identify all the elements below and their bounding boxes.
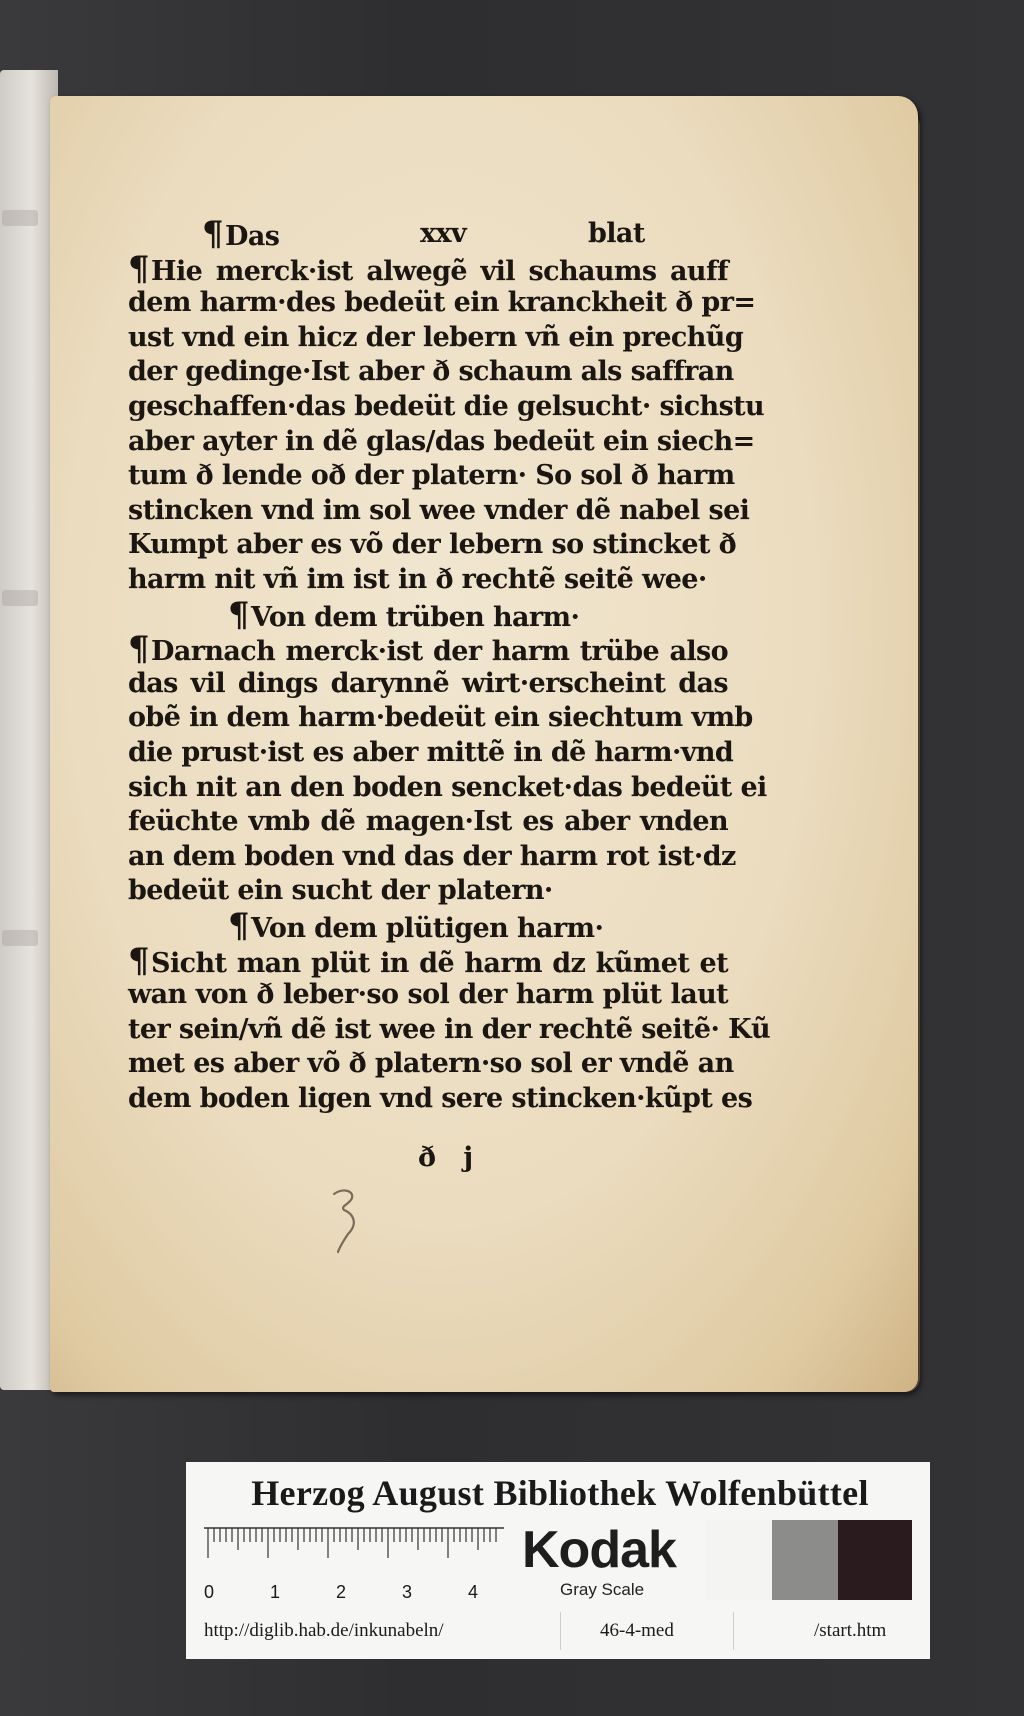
color-target-card [186, 1462, 930, 1659]
line-text: feüchte vmb dẽ magen·Ist es aber vnden [128, 806, 728, 838]
ruler-number: 4 [468, 1582, 479, 1602]
text-line [128, 494, 750, 529]
line-text: bedeüt ein sucht der platern· [128, 875, 553, 907]
line-text: Von dem trüben harm· [251, 601, 580, 633]
ruler-number: 1 [270, 1582, 281, 1602]
text-line [128, 321, 744, 356]
line-text: stincken vnd im sol wee vnder dẽ nabel sei [128, 494, 750, 526]
line-text: ter sein/vñ dẽ ist wee in der rechtẽ seitẽ· Kũ [128, 1013, 770, 1045]
url-suffix: /start.htm [814, 1620, 887, 1641]
running-header [128, 214, 728, 254]
text-line [128, 668, 728, 702]
text-line [128, 391, 765, 425]
kodak-logo-area [522, 1522, 696, 1608]
header-label: blat [588, 218, 645, 249]
page-text [128, 214, 770, 1138]
line-text: geschaffen·das bedeüt die gelsucht· sichstu [128, 391, 765, 422]
pilcrow-icon: ¶ [128, 940, 150, 981]
ruler-number: 3 [402, 1582, 413, 1602]
pencil-annotation-icon [328, 1184, 368, 1254]
text-line [128, 737, 734, 771]
line-text: an dem boden vnd das der harm rot ist·dz [128, 840, 736, 872]
line-text: harm nit vñ im ist in ð rechtẽ seitẽ wee· [128, 564, 707, 595]
gray-swatch-dark [838, 1520, 912, 1600]
line-text: dem boden ligen vnd sere stincken·kũpt es [128, 1083, 753, 1114]
ruler-number: 0 [204, 1582, 215, 1602]
bleed-through-mark [2, 590, 38, 606]
text-line [128, 356, 734, 390]
text-line [128, 460, 735, 494]
text-line [128, 979, 728, 1013]
text-line [128, 248, 728, 289]
header-mark: Das [225, 221, 280, 252]
line-text: ust vnd ein hicz der lebern vñ ein prechũg [128, 321, 744, 353]
pilcrow-icon: ¶ [128, 629, 150, 670]
pilcrow-icon: ¶ [202, 214, 224, 254]
text-line [128, 1048, 734, 1082]
text-line [128, 806, 728, 840]
text-line [128, 529, 737, 563]
text-line [128, 287, 756, 321]
gray-swatch-white [706, 1520, 772, 1600]
text-line [128, 629, 728, 670]
line-text: die prust·ist es aber mittẽ in dẽ harm·vnd [128, 737, 734, 768]
pilcrow-icon: ¶ [128, 248, 150, 289]
line-text: sich nit an den boden sencket·das bedeüt ei [128, 771, 767, 803]
ruler-scale [204, 1524, 504, 1604]
text-line [128, 702, 753, 736]
signature-mark: ð j [418, 1142, 474, 1173]
url-prefix: http://diglib.hab.de/inkunabeln/ [204, 1620, 444, 1641]
line-text: aber ayter in dẽ glas/das bedeüt ein siech= [128, 425, 755, 457]
kodak-logo: Kodak [522, 1521, 676, 1579]
bleed-through-mark [2, 210, 38, 226]
line-text: tum ð lende oð der platern· So sol ð harm [128, 460, 735, 492]
line-text: Hie merck·ist alwegẽ vil schaums auff [151, 255, 728, 287]
text-line [128, 771, 767, 806]
gray-swatch-mid [772, 1520, 838, 1600]
pilcrow-icon: ¶ [228, 906, 250, 946]
text-line [128, 1013, 770, 1048]
text-line [128, 564, 728, 598]
text-line [128, 840, 736, 875]
line-text: wan von ð leber·so sol der harm plüt laut [128, 979, 728, 1011]
pilcrow-icon: ¶ [228, 594, 250, 635]
line-text: der gedinge·Ist aber ð schaum als saffran [128, 356, 734, 388]
section-heading [228, 594, 728, 635]
text-line [128, 1083, 753, 1117]
line-text: met es aber võ ð platern·so sol er vndẽ an [128, 1048, 734, 1080]
line-text: obẽ in dem harm·bedeüt ein siechtum vmb [128, 702, 753, 734]
ruler-number: 2 [336, 1582, 347, 1602]
text-line [128, 940, 728, 981]
folio-number: xxv [420, 218, 467, 249]
line-text: Von dem plütigen harm· [251, 913, 604, 944]
library-title: Herzog August Bibliothek Wolfenbüttel [251, 1473, 869, 1513]
line-text: Darnach merck·ist der harm trübe also [151, 636, 728, 668]
url-id: 46-4-med [600, 1620, 674, 1641]
line-text: das vil dings darynnẽ wirt·erscheint das [128, 667, 728, 699]
gray-scale-label: Gray Scale [560, 1580, 645, 1599]
text-line [128, 425, 755, 460]
line-text: dem harm·des bedeüt ein kranckheit ð pr= [128, 287, 756, 319]
line-text: Kumpt aber es võ der lebern so stincket ð [128, 529, 737, 561]
text-line [128, 875, 728, 909]
section-heading [228, 906, 728, 946]
line-text: Sicht man plüt in dẽ harm dz kũmet et [151, 947, 728, 979]
bleed-through-mark [2, 930, 38, 946]
